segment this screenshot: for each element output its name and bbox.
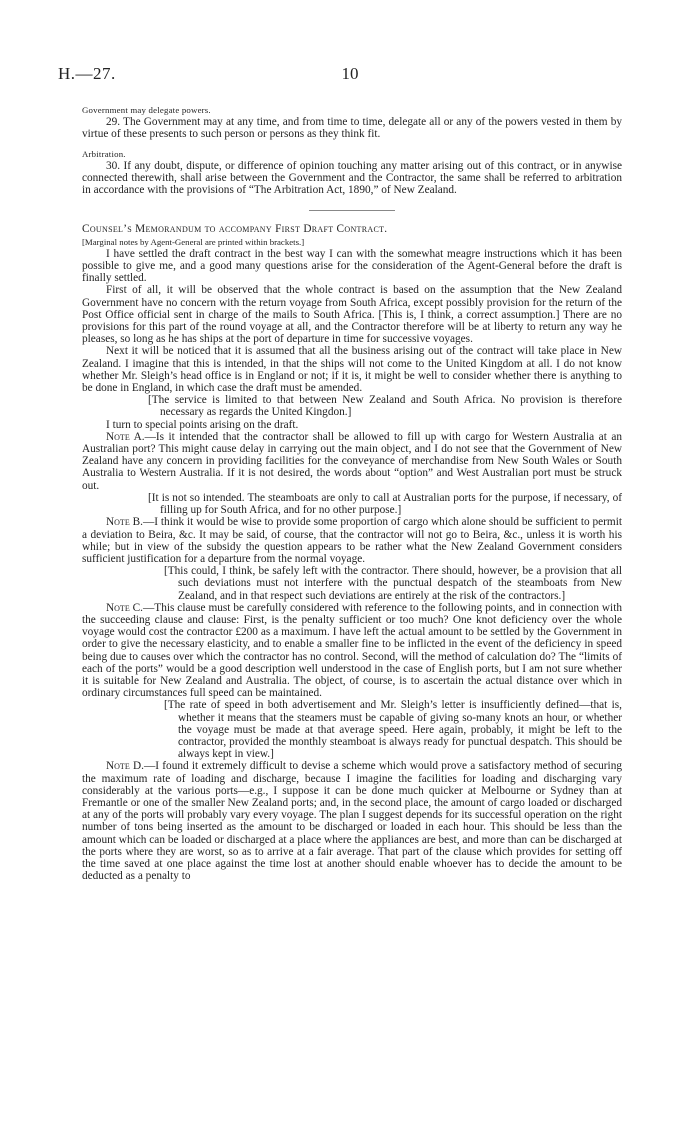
- note-d-text: —I found it extremely difficult to devise a scheme which would prove a satisfactory method of securing the maximum rate of loading and discharge, because I imagine the facilities for loading and discharging vary considerably at the various ports—e.g., I suppose it can be done much quicker at Melbourne or Sydney than at Fremantle or one of the smaller New Zealand ports; and, in the second place, the amount of cargo loaded or discharged at any of the ports will probably vary every voyage. The plan I suggest depends for its successful operation on the right number of tons being inserted as the amount to be discharged or loaded in each hour. This should be less than the amount which can be loaded or discharged at a place where the appliances are best, and more than can be discharged at the ports where they are worst, so as to arrive at a fair average. That part of the clause which provides for setting off the time saved at one place against the time lost at another should enable whoever has to decide the amount to be deducted as a penalty to: [82, 760, 622, 883]
- document-reference: H.—27.: [58, 64, 116, 83]
- note-b-label: Note B.: [106, 516, 143, 529]
- note-c-text: —This clause must be carefully considered with reference to the following points, and in connection with the succeeding clause and clause: First, is the penalty sufficient or too much? One knot deficiency over the whole voyage would cost the contractor £200 as a maximum. I have left the actual amount to be settled by the Government in order to give the necessary elasticity, and to enable a smaller fine to be inflicted in the event of the deficiency in speed being due to causes over which the contractor has no control. Second, will the method of calculation do? The “limits of each of the ports” would be a good description well understood in the case of English ports, but I am not sure whether it is suitable for New Zealand and Australia. The object, of course, is to ascertain the actual distance over which in ordinary circumstances full speed can be maintained.: [82, 601, 622, 700]
- clause-29: 29. The Government may at any time, and from time to time, delegate all or any of the powers vested in them by virtue of these presents to such person or persons as they think fit.: [82, 116, 622, 141]
- agent-general-reply-3: [The service is limited to that between New Zealand and South Africa. No provision is therefore necessary as regards the United Kingdon.]: [148, 394, 622, 419]
- note-a-label: Note A.: [106, 430, 145, 443]
- memorandum-note: [Marginal notes by Agent-General are printed within brackets.]: [82, 236, 305, 247]
- agent-general-reply-c: [The rate of speed in both advertisement and Mr. Sleigh’s letter is insufficiently defined—that is, whether it means that the steamers must be capable of giving so-many knots an hour, or whether the voyage must be made at that average speed. Here again, probably, it might be left to the contractor, provided the monthly steamboat is always ready for punctual despatch. This should be always kept in view.]: [164, 699, 622, 761]
- marginal-heading-arbitration: Arbitration.: [82, 148, 126, 159]
- memo-paragraph-3: Next it will be noticed that it is assumed that all the business arising out of the contract will take place in New Zealand. I imagine that this is intended, in that the ships will not come to the United Kingdom at all. I do not know whether Mr. Sleigh’s head office is in England or not; if it is, it might be well to consider whether there is anything to be done in England, in which case the draft must be amended.: [82, 345, 622, 395]
- page-content: [82, 104, 622, 882]
- note-a: [82, 431, 622, 492]
- page-number: 10: [341, 64, 359, 83]
- note-d: [82, 760, 622, 882]
- memo-paragraph-4: I turn to special points arising on the draft.: [106, 418, 299, 431]
- note-c-label: Note C.: [106, 601, 143, 614]
- note-c: [82, 602, 622, 700]
- note-a-text: —Is it intended that the contractor shall be allowed to fill up with cargo for Western Australia at an Australian port? This might cause delay in carrying out the main object, and I do not see that the Government of New Zealand have any concern in providing facilities for the conveyance of merchandise from New South Wales or South Australia to Western Australia. If it is not desired, the words about “option” and West Australian port must be struck out.: [82, 430, 622, 492]
- marginal-heading-delegate: Government may delegate powers.: [82, 105, 211, 115]
- clause-30: 30. If any doubt, dispute, or difference of opinion touching any matter arising out of this contract, or in anywise connected therewith, shall arise between the Government and the Contractor, the same shall be referred to arbitration in accordance with the provisions of “The Arbitration Act, 1890,” of New Zealand.: [82, 159, 622, 197]
- note-b: [82, 516, 622, 565]
- agent-general-reply-a: [It is not so intended. The steamboats are only to call at Australian ports for the purpose, if necessary, of filling up for South Africa, and for no other purpose.]: [148, 491, 622, 517]
- memo-paragraph-1: I have settled the draft contract in the best way I can with the somewhat meagre instructions which it has been possible to give me, and a good many questions arise for the consideration of the Agent-General before the draft is finally settled.: [82, 247, 622, 285]
- note-b-text: —I think it would be wise to provide some proportion of cargo which alone should be sufficient to permit a deviation to Beira, &c. It may be said, of course, that the contractor will not go to Beira, &c., unless it is worth his while; but in view of the subsidy the question appears to be rather what the New Zealand Government considers sufficient justification for a departure from the normal voyage.: [82, 516, 622, 565]
- memo-paragraph-2: First of all, it will be observed that the whole contract is based on the assumption that the New Zealand Government have no concern with the return voyage from South Africa, except possibly provision for the return of the Post Office official sent in charge of the mails to South Africa. [This is, I think, a correct assumption.] There are no provisions for this part of the round voyage at all, and the Contractor therefore will be at liberty to return any way he pleases, so long as he has ships at the port of departure in time for successive voyages.: [82, 284, 622, 346]
- memorandum-title: Counsel’s Memorandum to accompany First Draft Contract.: [82, 223, 388, 236]
- agent-general-reply-b: [This could, I think, be safely left with the contractor. There should, however, be a provision that all such deviations must not interfere with the punctual despatch of the steamboats from New Zealand, and in that respect such deviations are entirely at the risk of the contractors.]: [164, 565, 622, 602]
- note-d-label: Note D.: [106, 760, 144, 773]
- section-divider: [309, 210, 395, 211]
